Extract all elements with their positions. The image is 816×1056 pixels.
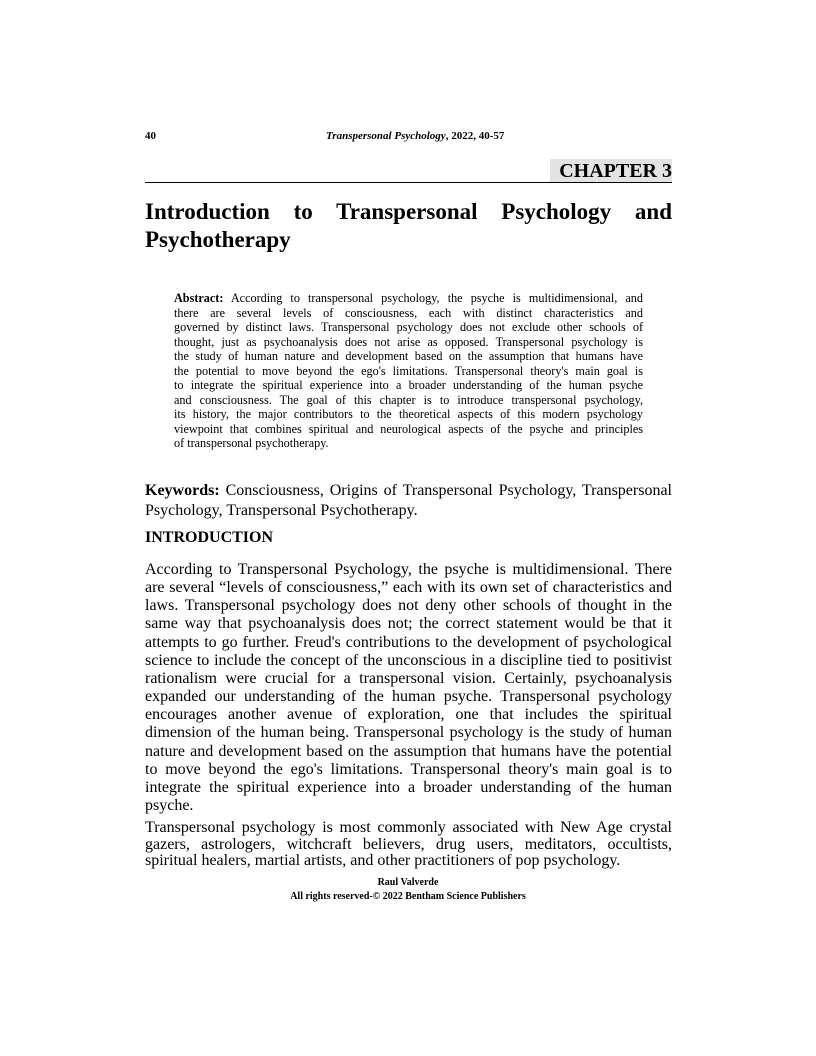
text-line: nature and development based on the assumption that humans have the potential bbox=[145, 742, 672, 760]
text-line: the study of human nature and development based on the assumption that humans have bbox=[174, 349, 643, 363]
section-heading: INTRODUCTION bbox=[145, 529, 274, 546]
text-line: attempts to go further. Freud's contributions to the development of psychological bbox=[145, 633, 672, 651]
text-line: According to Transpersonal Psychology, the psyche is multidimensional. There bbox=[145, 561, 672, 578]
page-number: 40 bbox=[145, 130, 156, 142]
text-line: Transpersonal psychology is most commonly associated with New Age crystal bbox=[145, 819, 672, 836]
text-line: spiritual healers, martial artists, and other practitioners of pop psychology. bbox=[145, 852, 621, 869]
text-line: and consciousness. The goal of this chapter is to introduce transpersonal psychology, bbox=[174, 392, 643, 407]
text-line: encourages another avenue of exploration, one that includes the spiritual bbox=[145, 706, 672, 724]
text-line: of transpersonal psychotherapy. bbox=[174, 436, 329, 450]
title-line: Psychotherapy bbox=[145, 227, 291, 252]
text-line: viewpoint that combines spiritual and neurological aspects of the psyche and principles bbox=[174, 421, 643, 436]
text-line: to integrate the spiritual experience into a broader understanding of the human psyche bbox=[174, 378, 643, 392]
text-line: laws. Transpersonal psychology does not deny other schools of thought in the bbox=[145, 597, 672, 615]
text-line: psyche. bbox=[145, 796, 194, 814]
author: Raul Valverde bbox=[377, 877, 439, 888]
text-line bbox=[145, 482, 672, 500]
text-line: rationalism were crucial for a transpersonal vision. Certainly, psychoanalysis bbox=[145, 669, 672, 687]
copyright: All rights reserved-© 2022 Bentham Science Publishers bbox=[290, 891, 526, 902]
header-rule bbox=[145, 182, 672, 183]
text-line: are several “levels of consciousness,” each with its own set of characteristics and bbox=[145, 579, 672, 597]
running-header bbox=[326, 130, 504, 142]
journal-title: Transpersonal Psychology bbox=[326, 130, 446, 142]
text-line: Psychology, Transpersonal Psychotherapy. bbox=[145, 501, 418, 519]
text-line: integrate the spiritual experience into a broader understanding of the human bbox=[145, 778, 672, 796]
chapter-label: CHAPTER 3 bbox=[550, 159, 672, 182]
text-line: gazers, astrologers, witchcraft believers, drug users, meditators, occultists, bbox=[145, 835, 672, 853]
journal-details: , 2022, 40-57 bbox=[445, 130, 505, 142]
text-line: there are several levels of consciousness, each with distinct characteristics and bbox=[174, 305, 643, 320]
text-line: the potential to move beyond the ego's limitations. Transpersonal theory's main goal is bbox=[174, 363, 643, 378]
label: Abstract: bbox=[174, 291, 224, 305]
text-line: governed by distinct laws. Transpersonal psychology does not exclude other schools of bbox=[174, 320, 643, 334]
text-line: to move beyond the ego's limitations. Transpersonal theory's main goal is to bbox=[145, 760, 672, 778]
text-line: same way that psychoanalysis does not; the correct statement would be that it bbox=[145, 615, 672, 633]
label: Keywords: bbox=[145, 482, 220, 499]
text: Consciousness, Origins of Transpersonal Psychology, Transpersonal bbox=[219, 482, 672, 499]
text-line: its history, the major contributors to the theoretical aspects of this modern psychology bbox=[174, 407, 643, 421]
text-line: thought, just as psychoanalysis does not arise as opposed. Transpersonal psychology is bbox=[174, 334, 643, 349]
text-line: science to include the concept of the unconscious in a discipline tied to positivist bbox=[145, 651, 672, 669]
title-line: Introduction to Transpersonal Psychology and bbox=[145, 199, 672, 224]
text-line: dimension of the human being. Transpersonal psychology is the study of human bbox=[145, 724, 672, 742]
text-line: expanded our understanding of the human psyche. Transpersonal psychology bbox=[145, 688, 672, 706]
text-line bbox=[174, 291, 643, 306]
text: According to transpersonal psychology, the psyche is multidimensional, and bbox=[223, 291, 643, 305]
